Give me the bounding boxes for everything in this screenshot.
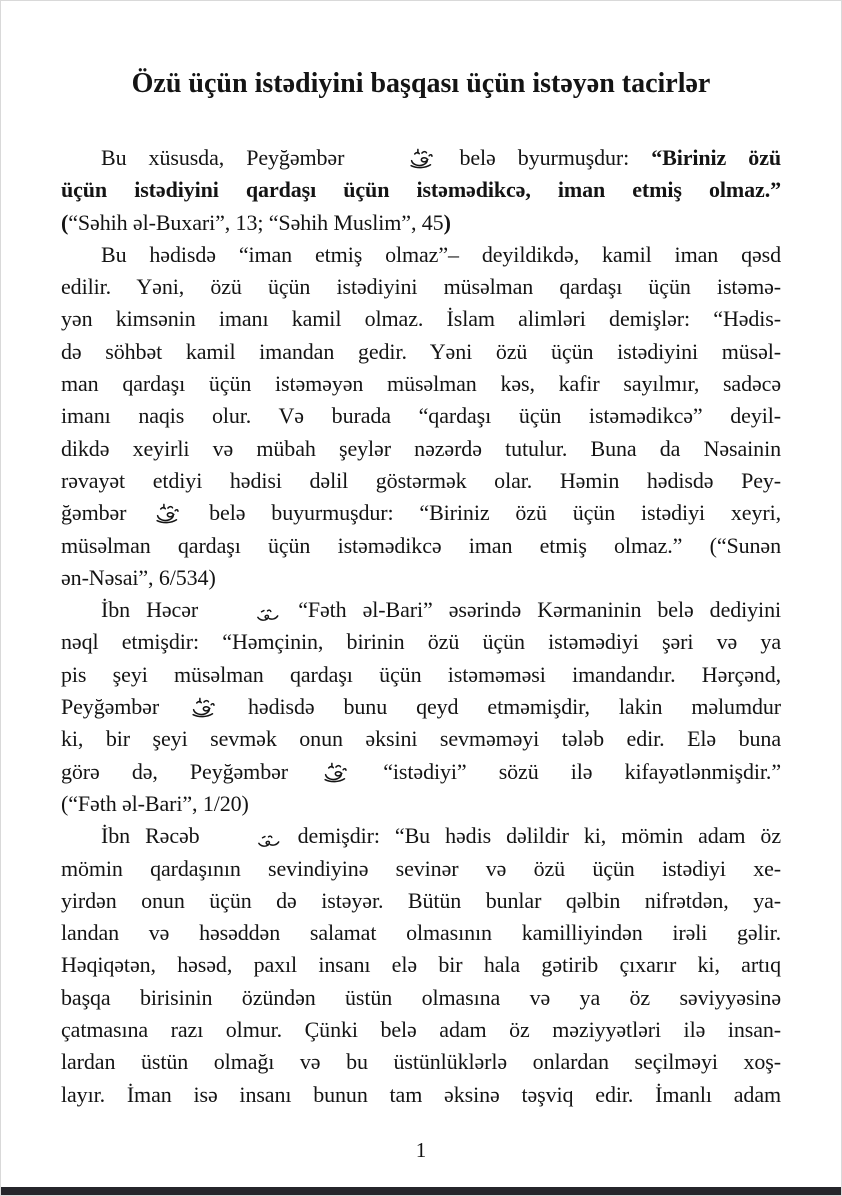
- text-segment: Bu xüsusda, Peyğəmbər: [101, 145, 367, 170]
- sallallahu-alayhi-wasallam-icon: [190, 695, 217, 719]
- text-segment: dikdə xeyirli və mübah şeylər nəzərdə tutulur. Buna da Nəsainin: [61, 435, 781, 461]
- text-segment: çatmasına razı olmur. Çünki belə adam öz məziyyətləri ilə insan-: [61, 1017, 781, 1043]
- text-line: [61, 271, 781, 303]
- text-segment: İbn Rəcəb: [101, 823, 215, 849]
- hadith-quote-bold: “Biriniz özü: [651, 145, 781, 170]
- text-segment: ki, bir şeyi sevmək onun əksini sevməməyi tələb edir. Elə buna: [61, 726, 781, 752]
- text-segment: Peyğəmbər: [61, 694, 189, 720]
- text-segment: edilir. Yəni, özü üçün istədiyini müsəlman qardaşı üçün istəmə-: [61, 274, 781, 300]
- text-segment: İbn Həcər: [101, 597, 215, 623]
- text-line: [61, 174, 781, 206]
- text-segment: Bu hədisdə “iman etmiş olmaz”– deyildikdə, kamil iman qəsd: [101, 241, 781, 267]
- text-segment: başqa birisinin özündən üstün olmasına və ya öz səviyyəsinə: [61, 984, 781, 1010]
- text-segment: pis şeyi müsəlman qardaşı üçün istəməməsi imandandır. Hərçənd,: [61, 661, 781, 687]
- text-segment: imanı naqis olur. Və burada “qardaşı üçün istəmədikcə” deyil-: [61, 403, 781, 429]
- citation-text: (“Fəth əl-Bari”, 1/20): [61, 790, 249, 816]
- text-segment: yən kimsənin imanı kamil olmaz. İslam alimləri demişlər: “Hədis-: [61, 306, 781, 332]
- sallallahu-alayhi-wasallam-icon: [322, 760, 349, 784]
- text-line: [61, 1014, 781, 1046]
- text-line: [61, 917, 781, 949]
- rahimahullah-icon: [216, 606, 280, 624]
- page-title: Özü üçün istədiyini başqası üçün istəyən tacirlər: [131, 68, 711, 99]
- text-line: [61, 659, 781, 691]
- text-line: [61, 207, 781, 239]
- text-segment: man qardaşı üçün istəməyən müsəlman kəs, kafir sayılmır, sadəcə: [61, 371, 781, 397]
- text-segment: Həqiqətən, həsəd, paxıl insanı elə bir hala gətirib çıxarır ki, artıq: [61, 952, 781, 978]
- text-segment: də söhbət kamil imandan gedir. Yəni özü üçün istədiyini müsəl-: [61, 338, 781, 364]
- rahimahullah-icon: [217, 832, 281, 850]
- text-line: [61, 723, 781, 755]
- text-line: [61, 465, 781, 497]
- text-segment: belə byurmuşdur:: [437, 145, 652, 170]
- text-line: [61, 303, 781, 335]
- paragraph-ibn-hajar: [61, 594, 781, 820]
- text-line: [61, 594, 781, 626]
- text-line: [61, 1046, 781, 1078]
- text-line: [61, 142, 781, 174]
- text-line: [61, 949, 781, 981]
- sallallahu-alayhi-wasallam-icon: [368, 146, 435, 170]
- text-line: [61, 562, 781, 594]
- text-line: [61, 756, 781, 788]
- text-segment: belə buyurmuşdur: “Biriniz özü üçün istədiyi xeyri,: [183, 500, 781, 526]
- text-line: [61, 788, 781, 820]
- text-line: [61, 530, 781, 562]
- page-bottom-edge: [1, 1187, 841, 1195]
- text-line: [61, 368, 781, 400]
- text-segment: “istədiyi” sözü ilə kifayətlənmişdir.”: [351, 758, 781, 784]
- citation-paren: (: [61, 209, 69, 235]
- hadith-quote-bold: üçün istədiyini qardaşı üçün istəmədikcə, iman etmiş olmaz.”: [61, 177, 781, 203]
- text-segment: layır. İman isə insanı bunun tam əksinə təşviq edir. İmanlı adam: [61, 1081, 781, 1107]
- paragraph-hadith-intro: [61, 142, 781, 239]
- paragraph-explanation: [61, 239, 781, 594]
- text-line: [61, 691, 781, 723]
- text-segment: hədisdə bunu qeyd etməmişdir, lakin məlumdur: [219, 694, 781, 720]
- citation-text: “Səhih əl-Buxari”, 13; “Səhih Muslim”, 45: [68, 209, 444, 235]
- text-line: [61, 497, 781, 529]
- text-line: [61, 433, 781, 465]
- text-segment: lardan üstün olmağı və bu üstünlüklərlə onlardan seçilməyi xoş-: [61, 1049, 781, 1075]
- text-line: [61, 336, 781, 368]
- page-body: [61, 142, 781, 1111]
- text-segment: demişdir: “Bu hədis dəlildir ki, mömin adam öz: [282, 823, 781, 849]
- text-line: [61, 1079, 781, 1111]
- text-segment: ğəmbər: [61, 500, 153, 526]
- text-line: [61, 239, 781, 271]
- text-segment: “Fəth əl-Bari” əsərində Kərmaninin belə dediyini: [282, 597, 781, 623]
- sallallahu-alayhi-wasallam-icon: [154, 501, 181, 525]
- text-line: [61, 400, 781, 432]
- text-line: [61, 853, 781, 885]
- text-line: [61, 820, 781, 852]
- text-segment: nəql etmişdir: “Həmçinin, birinin özü üçün istəmədiyi şəri və ya: [61, 629, 781, 655]
- page-number: 1: [415, 1138, 427, 1162]
- text-segment: yirdən onun üçün də istəyər. Bütün bunlar qəlbin nifrətdən, ya-: [61, 887, 781, 913]
- text-line: [61, 885, 781, 917]
- text-segment: mömin qardaşının sevindiyinə sevinər və özü üçün istədiyi xe-: [61, 855, 781, 881]
- text-line: [61, 626, 781, 658]
- text-segment: görə də, Peyğəmbər: [61, 758, 321, 784]
- text-segment: landan və həsəddən salamat olmasının kamilliyindən irəli gəlir.: [61, 920, 781, 946]
- text-segment: müsəlman qardaşı üçün istəmədikcə iman etmiş olmaz.” (“Sunən: [61, 532, 781, 558]
- citation-text: ən-Nəsai”, 6/534): [61, 564, 216, 590]
- text-segment: rəvayət etdiyi hədisi dəlil göstərmək olar. Həmin hədisdə Pey-: [61, 467, 781, 493]
- text-line: [61, 982, 781, 1014]
- citation-paren: ): [443, 209, 451, 235]
- paragraph-ibn-rajab: [61, 820, 781, 1111]
